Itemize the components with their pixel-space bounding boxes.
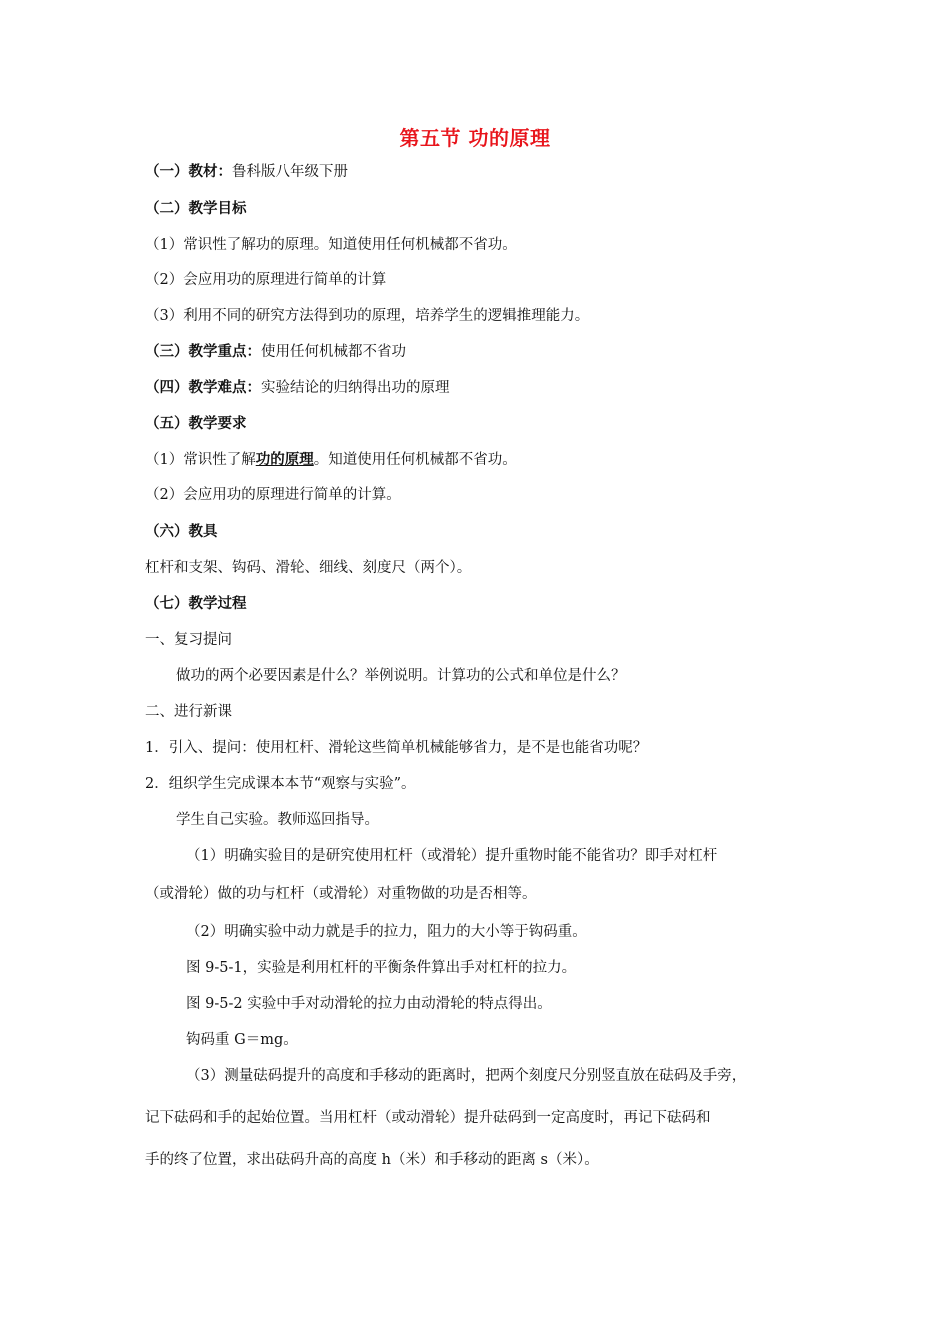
- requirement-post: 。知道使用任何机械都不省功。: [313, 452, 517, 468]
- section-text: 使用任何机械都不省功: [261, 344, 406, 360]
- section-textbook: [145, 162, 348, 182]
- requirement-item: （2）会应用功的原理进行简单的计算。: [145, 487, 401, 503]
- section-key-point: [145, 342, 406, 362]
- paragraph: 钩码重 G＝mg。: [186, 1032, 298, 1048]
- paragraph: （3）测量砝码提升的高度和手移动的距离时，把两个刻度尺分别竖直放在砝码及手旁，: [186, 1068, 747, 1084]
- paragraph: 记下砝码和手的起始位置。当用杠杆（或动滑轮）提升砝码到一定高度时，再记下砝码和: [145, 1110, 711, 1126]
- paragraph: 图 9-5-1，实验是利用杠杆的平衡条件算出手对杠杆的拉力。: [186, 960, 577, 976]
- paragraph: （1）明确实验目的是研究使用杠杆（或滑轮）提升重物时能不能省功？即手对杠杆: [186, 848, 718, 864]
- section-requirements-heading: （五）教学要求: [145, 416, 247, 432]
- tools-list: 杠杆和支架、钩码、滑轮、细线、刻度尺（两个）。: [145, 560, 472, 576]
- section-heading: （四）教学难点：: [145, 380, 261, 396]
- paragraph: （2）明确实验中动力就是手的拉力，阻力的大小等于钩码重。: [186, 924, 587, 940]
- section-text: 鲁科版八年级下册: [232, 164, 348, 180]
- section-tools-heading: （六）教具: [145, 524, 218, 540]
- requirement-pre: （1）常识性了解: [145, 452, 256, 468]
- section-goals-heading: （二）教学目标: [145, 201, 247, 217]
- goal-item: （3）利用不同的研究方法得到功的原理，培养学生的逻辑推理能力。: [145, 308, 590, 324]
- page-title: 第五节 功的原理: [399, 126, 551, 150]
- review-heading: 一、复习提问: [145, 632, 232, 648]
- step-item: 1．引入、提问：使用杠杆、滑轮这些简单机械能够省力，是不是也能省功呢？: [145, 740, 648, 756]
- requirement-item: [145, 450, 517, 470]
- paragraph: 学生自己实验。教师巡回指导。: [176, 812, 379, 828]
- goal-item: （2）会应用功的原理进行简单的计算: [145, 272, 387, 288]
- review-question: 做功的两个必要因素是什么？举例说明。计算功的公式和单位是什么？: [176, 668, 626, 684]
- section-text: 实验结论的归纳得出功的原理: [261, 380, 450, 396]
- section-heading: （一）教材：: [145, 164, 232, 180]
- section-process-heading: （七）教学过程: [145, 596, 247, 612]
- goal-item: （1）常识性了解功的原理。知道使用任何机械都不省功。: [145, 237, 517, 253]
- section-difficulty: [145, 378, 450, 398]
- paragraph: 手的终了位置，求出砝码升高的高度 h（米）和手移动的距离 s（米）。: [145, 1152, 599, 1168]
- paragraph: （或滑轮）做的功与杠杆（或滑轮）对重物做的功是否相等。: [145, 886, 537, 902]
- paragraph: 图 9-5-2 实验中手对动滑轮的拉力由动滑轮的特点得出。: [186, 996, 552, 1012]
- requirement-emphasis: 功的原理: [255, 452, 314, 468]
- step-item: 2．组织学生完成课本本节“观察与实验”。: [145, 776, 416, 792]
- section-heading: （三）教学重点：: [145, 344, 261, 360]
- new-lesson-heading: 二、进行新课: [145, 704, 232, 720]
